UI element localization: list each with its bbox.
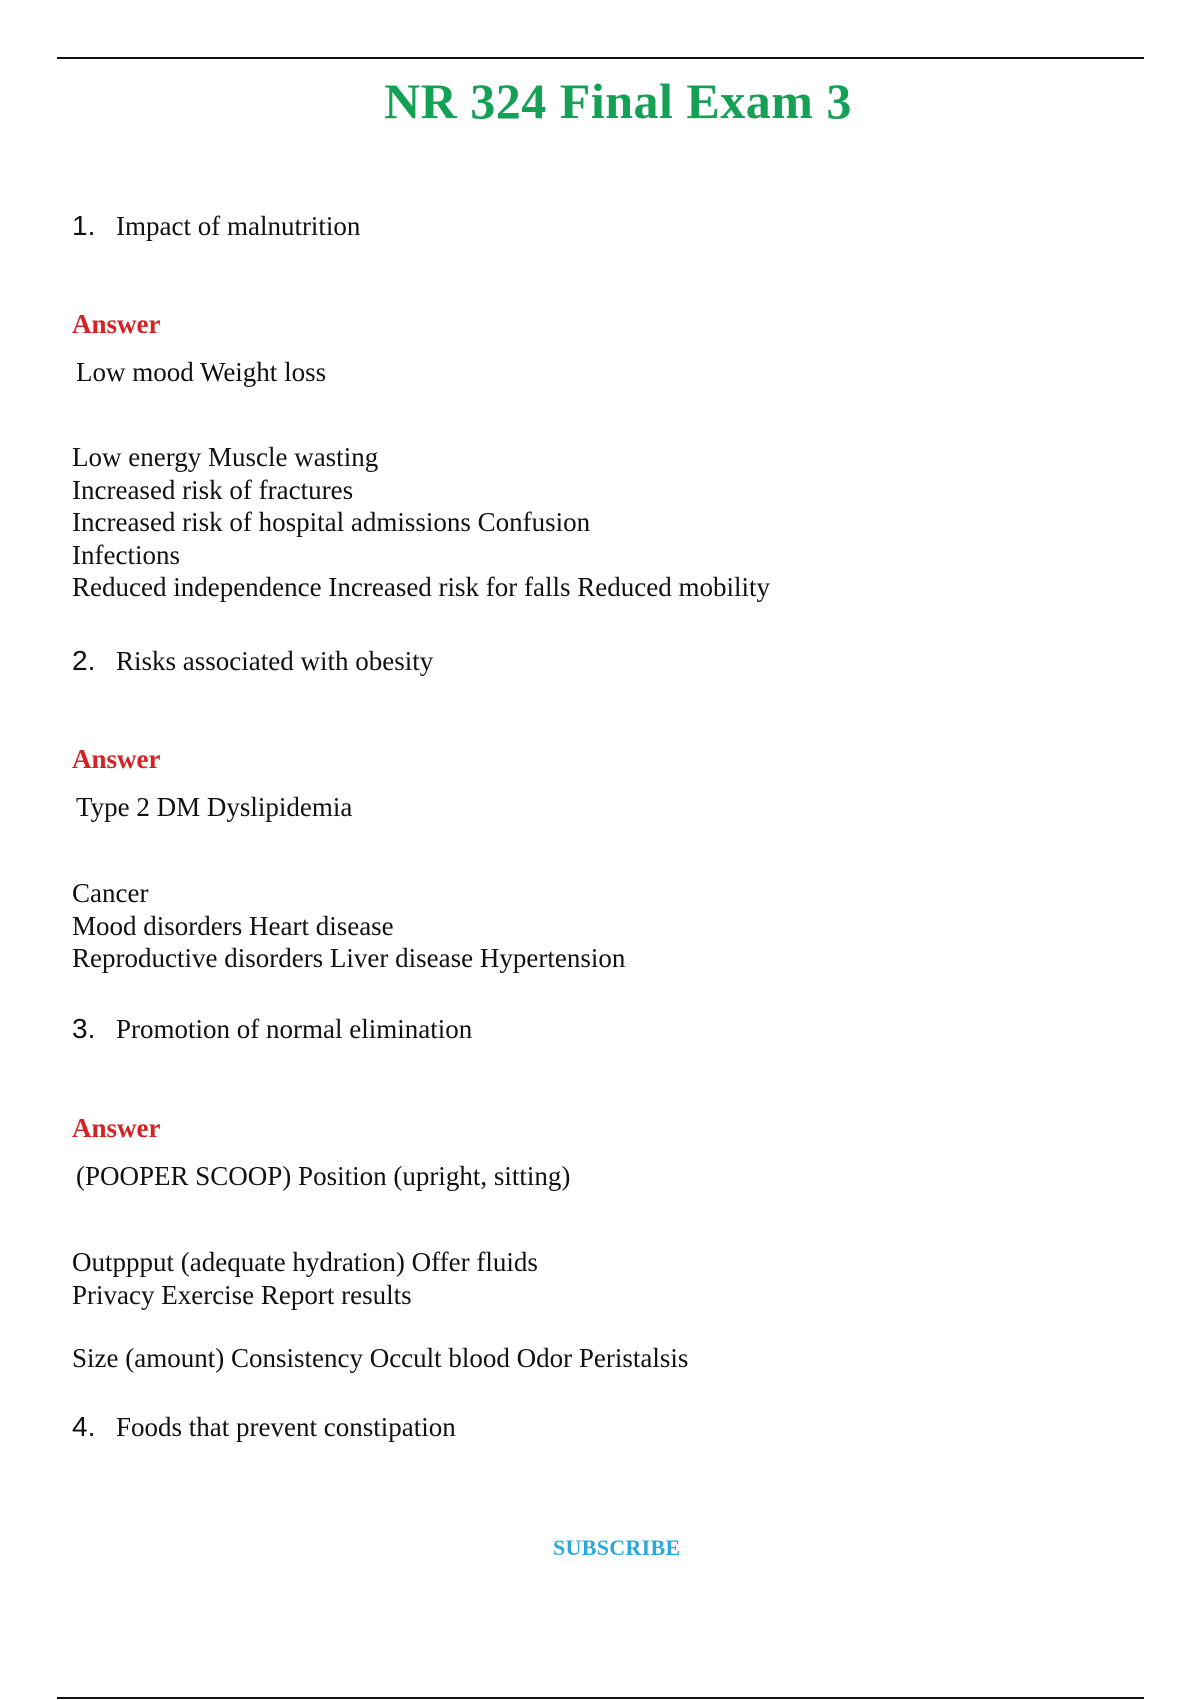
top-rule bbox=[57, 57, 1144, 59]
answer-first-line: Type 2 DM Dyslipidemia bbox=[76, 792, 353, 822]
subscribe-link[interactable]: SUBSCRIBE bbox=[553, 1535, 681, 1560]
answer-label: Answer bbox=[72, 1113, 161, 1143]
question-text: Promotion of normal elimination bbox=[116, 1014, 473, 1044]
question-text: Foods that prevent constipation bbox=[116, 1412, 456, 1442]
page-title: NR 324 Final Exam 3 bbox=[384, 73, 852, 129]
answer-line: Reduced independence Increased risk for falls Reduced mobility bbox=[72, 572, 770, 602]
answer-line: Reproductive disorders Liver disease Hypertension bbox=[72, 943, 626, 973]
answer-line: Increased risk of hospital admissions Confusion bbox=[72, 507, 591, 537]
question-2 bbox=[72, 645, 433, 677]
answer-block bbox=[72, 1246, 538, 1311]
question-text: Risks associated with obesity bbox=[116, 646, 434, 676]
answer-line: Low energy Muscle wasting bbox=[72, 442, 379, 472]
question-3 bbox=[72, 1013, 472, 1045]
question-number: 4. bbox=[72, 1411, 96, 1442]
question-text: Impact of malnutrition bbox=[116, 211, 361, 241]
answer-line: Cancer bbox=[72, 878, 149, 908]
answer-first-line: (POOPER SCOOP) Position (upright, sitting) bbox=[76, 1161, 571, 1191]
answer-line: Infections bbox=[72, 539, 180, 570]
question-1 bbox=[72, 210, 360, 242]
question-4 bbox=[72, 1411, 456, 1443]
question-number: 1. bbox=[72, 210, 96, 241]
answer-line: Outppput (adequate hydration) Offer fluids bbox=[72, 1247, 538, 1277]
answer-line: Privacy Exercise Report results bbox=[72, 1279, 412, 1310]
answer-extra-line: Size (amount) Consistency Occult blood Odor Peristalsis bbox=[72, 1343, 689, 1373]
bottom-rule bbox=[57, 1697, 1144, 1699]
answer-label: Answer bbox=[72, 744, 161, 774]
answer-line: Mood disorders Heart disease bbox=[72, 910, 394, 941]
answer-label: Answer bbox=[72, 309, 161, 339]
question-number: 3. bbox=[72, 1013, 96, 1044]
answer-block bbox=[72, 441, 770, 604]
question-number: 2. bbox=[72, 645, 96, 676]
answer-block bbox=[72, 877, 625, 975]
answer-first-line: Low mood Weight loss bbox=[76, 357, 327, 387]
answer-line: Increased risk of fractures bbox=[72, 474, 354, 505]
